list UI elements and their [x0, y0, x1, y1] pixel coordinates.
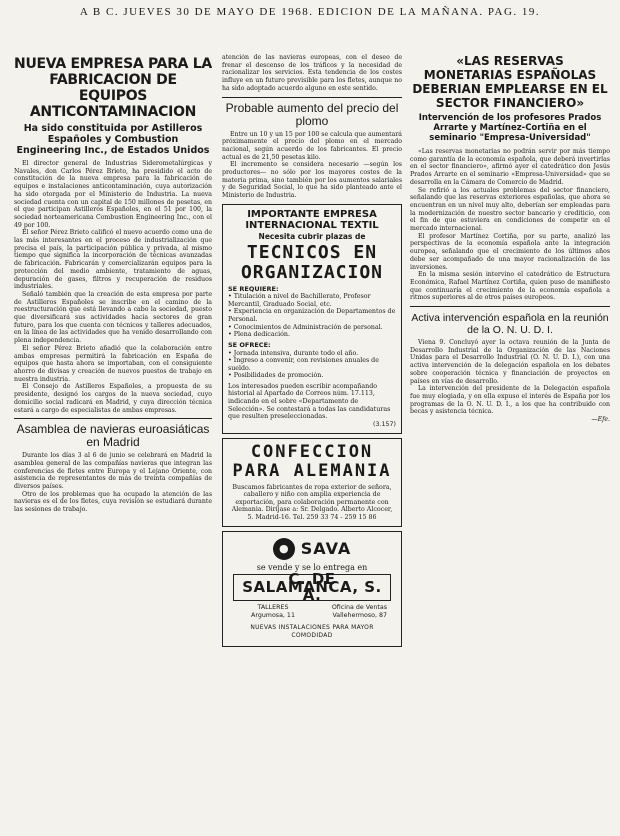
- ad-ref: (3.157): [373, 420, 396, 428]
- ad-sava: [222, 531, 402, 647]
- headline-onudi: Activa intervención española en la reunión de la O. N. U. D. I.: [411, 312, 609, 337]
- article-paragraph: «Las reservas monetarias no podrán servir por más tiempo como garantía de la economía española, que deberá invertirlas en el sector financiero», afirmó ayer el catedrático don Jesús Prados Arrarte en el seminario «Empresa-Universidad» que se desarrolla en la Cámara de Comercio de Madrid.: [410, 148, 610, 186]
- article-continuation: atención de las navieras europeas, con el deseo de frenar el descenso de los tráficos y la necesidad de racionalizar los servicios. Esta tendencia de los costes influye en un futuro previsible para los fletes, aunque no ha sido adoptado acuerdo alguno en este sentido.: [222, 54, 402, 92]
- article-paragraph: Entre un 10 y un 15 por 100 se calcula que aumentará próximamente el precio del plomo en el mercado nacional, según acuerdo de los fabricantes. El precio actual es de 21,50 pesetas kilo.: [222, 130, 402, 161]
- article-paragraph: Otro de los problemas que ha ocupado la atención de las navieras es el de los fletes, cuya revisión se estudiará durante las sesiones de trabajo.: [14, 490, 212, 514]
- list-item: • Posibilidades de promoción.: [228, 372, 396, 380]
- article-paragraph: Se refirió a los actuales problemas del sector financiero, señalando que las reservas exteriores españolas, que ahora se encuentran en un nivel muy alto, deberían ser empleadas para la modernización de nuestro sector bancario y crediticio, con el fin de que estuviera en condiciones de competir en el mercado internacional.: [410, 186, 610, 233]
- divider: [222, 97, 402, 98]
- sava-logo-icon: ●: [273, 538, 295, 560]
- sava-dealer: C. DE SALAMANCA, S. A.: [233, 574, 391, 601]
- sava-footer: NUEVAS INSTALACIONES PARA MAYOR COMODIDAD: [250, 624, 374, 640]
- article-paragraph: El señor Pérez Brieto añadió que la colaboración entre ambas empresas permitirá la fabricación en España de equipos que hasta ahora se importaban, con el consiguiente ahorro de divisas y creación de nuevos puestos de trabajo en nuestra industria.: [14, 344, 212, 383]
- subhead-anticontaminacion: Ha sido constituida por Astilleros Españoles y Combustion Engineering Inc., de Estados Unidos: [16, 123, 210, 156]
- sava-address-ventas: Oficina de Ventas Vallehermoso, 87: [331, 604, 387, 620]
- article-paragraph: Durante los días 3 al 6 de junio se celebrará en Madrid la asamblea general de las compañías navieras que integran las conferencias de fletes entre Europa y el Lejano Oriente, con asistencia de representantes de más de treinta compañías de diversos países.: [14, 452, 212, 491]
- sava-tagline: se vende y se lo entrega en: [256, 562, 368, 572]
- ad-title-line-1: CONFECCION: [250, 441, 374, 462]
- ad-tecnicos-organizacion: [222, 204, 402, 434]
- ad-big-line-2: ORGANIZACION: [240, 261, 384, 283]
- ad-offers-list: [228, 350, 396, 380]
- page-folio: A B C. JUEVES 30 DE MAYO DE 1968. EDICION DE LA MAÑANA. PAG. 19.: [79, 6, 541, 18]
- ad-confeccion-alemania: [222, 438, 402, 527]
- list-item: • Jornada intensiva, durante todo el año.: [228, 350, 396, 358]
- headline-anticontaminacion: NUEVA EMPRESA PARA LA FABRICACION DE EQUIPOS ANTICONTAMINACION: [14, 56, 212, 120]
- article-paragraph: Señaló también que la creación de esta empresa por parte de Astilleros Españoles se inscribe en el camino de la reestructuración que está llevando a cabo la sociedad, puesto que diversificará sus actividades hacia sectores de gran futuro, para los que cuenta con técnicos y talleres adecuados, en la línea de las actividades que ha venido desarrollando con plena independencia.: [14, 290, 212, 345]
- article-paragraph: El profesor Martínez Cortiña, por su parte, analizó las perspectivas de la economía española ante la integración europea, señalando que el crecimiento de los últimos años debe ser acompañado de una mayor racionalización de las inversiones.: [410, 232, 610, 271]
- ad-offers-label: SE OFRECE:: [228, 340, 271, 349]
- list-item: • Plena dedicación.: [228, 331, 396, 339]
- headline-reservas: «LAS RESERVAS MONETARIAS ESPAÑOLAS DEBERIAN EMPLEARSE EN EL SECTOR FINANCIERO»: [412, 54, 608, 110]
- byline: —Efe.: [591, 416, 610, 424]
- ad-title: IMPORTANTE EMPRESA INTERNACIONAL TEXTIL: [245, 208, 379, 231]
- sava-logo: [229, 538, 395, 560]
- article-paragraph: Viena 9. Concluyó ayer la octava reunión de la Junta de Desarrollo Industrial de la Organización de las Naciones Unidas para el Desarrollo Industrial (O. N. U. D. I.), con una activa intervención de la delegación española en los debates sobre cooperación técnica y financiación de proyectos en países en vías de desarrollo.: [410, 339, 610, 385]
- sava-brand: SAVA: [300, 538, 352, 558]
- divider: [14, 418, 212, 419]
- article-paragraph: El director general de Industrias Siderometalúrgicas y Navales, don Carlos Pérez Brieto, ha presidido el acto de constitución de la nueva empresa para la fabricación de equipos e instalaciones anticontaminación, cuya autorización ha sido otorgada por el Ministerio de Industria. La nueva sociedad cuenta con un capital de 150 millones de pesetas, en el que participan Astilleros Españoles, en el 51 por 100, la sociedad norteamericana Combustion Engineering Inc., con el 49 por 100.: [14, 160, 212, 229]
- article-paragraph: El Consejo de Astilleros Españoles, a propuesta de su presidente, designó los cargos de la nueva sociedad, cuyo domicilio social radicará en Madrid, y cuya dirección técnica estará a cargo de especialistas de ambas empresas.: [14, 383, 212, 414]
- ad-subtitle: Necesita cubrir plazas de: [258, 231, 366, 241]
- divider: [410, 306, 610, 307]
- list-item: • Experiencia en organización de Departamentos de Personal.: [228, 308, 396, 323]
- ad-footer: Los interesados pueden escribir acompañando historial al Apartado de Correos núm. 17.113, indicando en el sobre «Departamento de Selección». Se contestará a todas las candidaturas que resulten preseleccionadas.: [228, 382, 391, 421]
- left-column: [14, 56, 212, 832]
- middle-column: [222, 54, 402, 832]
- list-item: • Conocimientos de Administración de personal.: [228, 324, 396, 332]
- right-column: [410, 54, 610, 832]
- article-paragraph: El señor Pérez Brieto calificó el nuevo acuerdo como una de las más interesantes en el proceso de industrialización que precisa el país, la participación pública y privada, al mismo tiempo que significa la incorporación de técnicas avanzadas de fabricación. Fabricarán y comercializarán equipos para la protección del medio ambiente, tratamiento de aguas, depuración de gases, filtros y recuperación de residuos industriales.: [14, 229, 212, 291]
- article-paragraph: En la misma sesión intervino el catedrático de Estructura Económica, Rafael Martínez Cortiña, quien puso de manifiesto que continuaría el crecimiento de la economía española a ritmos superiores al de otros países europeos.: [410, 271, 610, 302]
- ad-big-line-1: TECNICOS EN: [246, 241, 378, 263]
- article-paragraph: La intervención del presidente de la Delegación española fue muy elogiada, y en ella expuso el interés de España por los programas de la O. N. U. D. I., a los que ha contribuido con becas y asistencia técnica.: [410, 385, 610, 416]
- ad-requires-label: SE REQUIERE:: [228, 284, 279, 293]
- ad-body: Buscamos fabricantes de ropa exterior de señora, caballero y niño con amplia experiencia de exportación, para colaboración permanente con Alemania. Diríjase a: Sr. Delgado. Alberto Alcocer, 5. Madrid-16. Tel. 259 33 74 - 259 15 86: [231, 483, 393, 521]
- ad-title-line-2: PARA ALEMANIA: [232, 460, 392, 481]
- article-paragraph: El incremento se considera necesario —según los productores— no sólo por los mayores costes de la materia prima, sino también por los aumentos salariales y de Seguridad Social, lo que ha sido planteado ante el Ministerio de Industria.: [222, 161, 402, 200]
- sava-addresses: [229, 604, 395, 620]
- ad-requires-list: [228, 293, 396, 339]
- sava-address-talleres: TALLERES Argumosa, 11: [251, 604, 295, 620]
- list-item: • Ingreso a convenir, con revisiones anuales de sueldo.: [228, 357, 396, 372]
- subhead-reservas: Intervención de los profesores Prados Arrarte y Martínez-Cortiña en el seminario "Empresa-Universidad": [418, 113, 602, 143]
- headline-plomo: Probable aumento del precio del plomo: [225, 100, 399, 128]
- headline-navieras: Asamblea de navieras euroasiáticas en Madrid: [16, 422, 210, 450]
- list-item: • Titulación a nivel de Bachillerato, Profesor Mercantil, Graduado Social, etc.: [228, 293, 396, 308]
